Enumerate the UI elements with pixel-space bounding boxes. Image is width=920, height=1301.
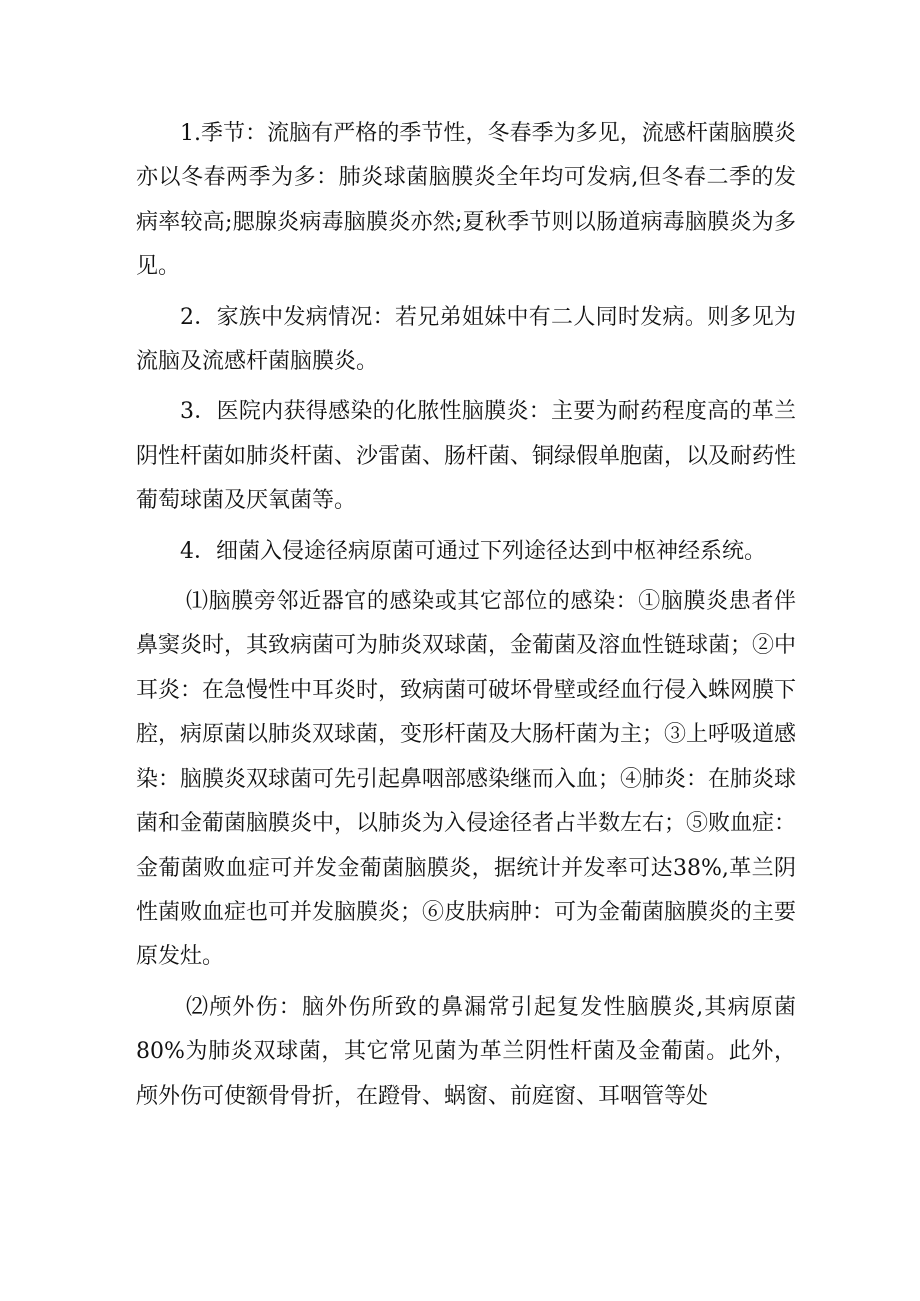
document-page [136,112,796,1119]
paragraph-invasion-route: 4．细菌入侵途径病原菌可通过下列途径达到中枢神经系统。 [180,538,766,564]
paragraph-cranial-trauma: ⑵颅外伤：脑外伤所致的鼻漏常引起复发性脑膜炎,其病原菌80%为肺炎双球菌，其它常见菌为革兰阴性杆菌及金葡菌。此外，颅外伤可使额骨骨折，在蹬骨、蜗窗、前庭窗、耳咽管等处 [136,994,796,1109]
paragraph-hospital-infection: 3．医院内获得感染的化脓性脑膜炎：主要为耐药程度高的革兰阴性杆菌如肺炎杆菌、沙雷菌、肠杆菌、铜绿假单胞菌，以及耐药性葡萄球菌及厌氧菌等。 [136,399,797,514]
paragraph-family-history: 2．家族中发病情况：若兄弟姐妹中有二人同时发病。则多见为流脑及流感杆菌脑膜炎。 [136,304,796,375]
paragraph-adjacent-infection: ⑴脑膜旁邻近器官的感染或其它部位的感染：①脑膜炎患者伴鼻窦炎时，其致病菌可为肺炎双球菌，金葡菌及溶血性链球菌；②中耳炎：在急慢性中耳炎时，致病菌可破坏骨壁或经血行侵入蛛网膜下腔，病原菌以肺炎双球菌，变形杆菌及大肠杆菌为主；③上呼吸道感染：脑膜炎双球菌可先引起鼻咽部感染继而入血；④肺炎：在肺炎球菌和金葡菌脑膜炎中，以肺炎为入侵途径者占半数左右；⑤败血症：金葡菌败血症可并发金葡菌脑膜炎，据统计并发率可达38%,革兰阴性菌败血症也可并发脑膜炎；⑥皮肤病肿：可为金葡菌脑膜炎的主要原发灶。 [136,589,797,970]
paragraph-season: 1.季节：流脑有严格的季节性，冬春季为多见，流感杆菌脑膜炎亦以冬春两季为多：肺炎球菌脑膜炎全年均可发病,但冬春二季的发病率较高;腮腺炎病毒脑膜炎亦然;夏秋季节则以肠道病毒脑膜炎为多见。 [136,121,796,280]
